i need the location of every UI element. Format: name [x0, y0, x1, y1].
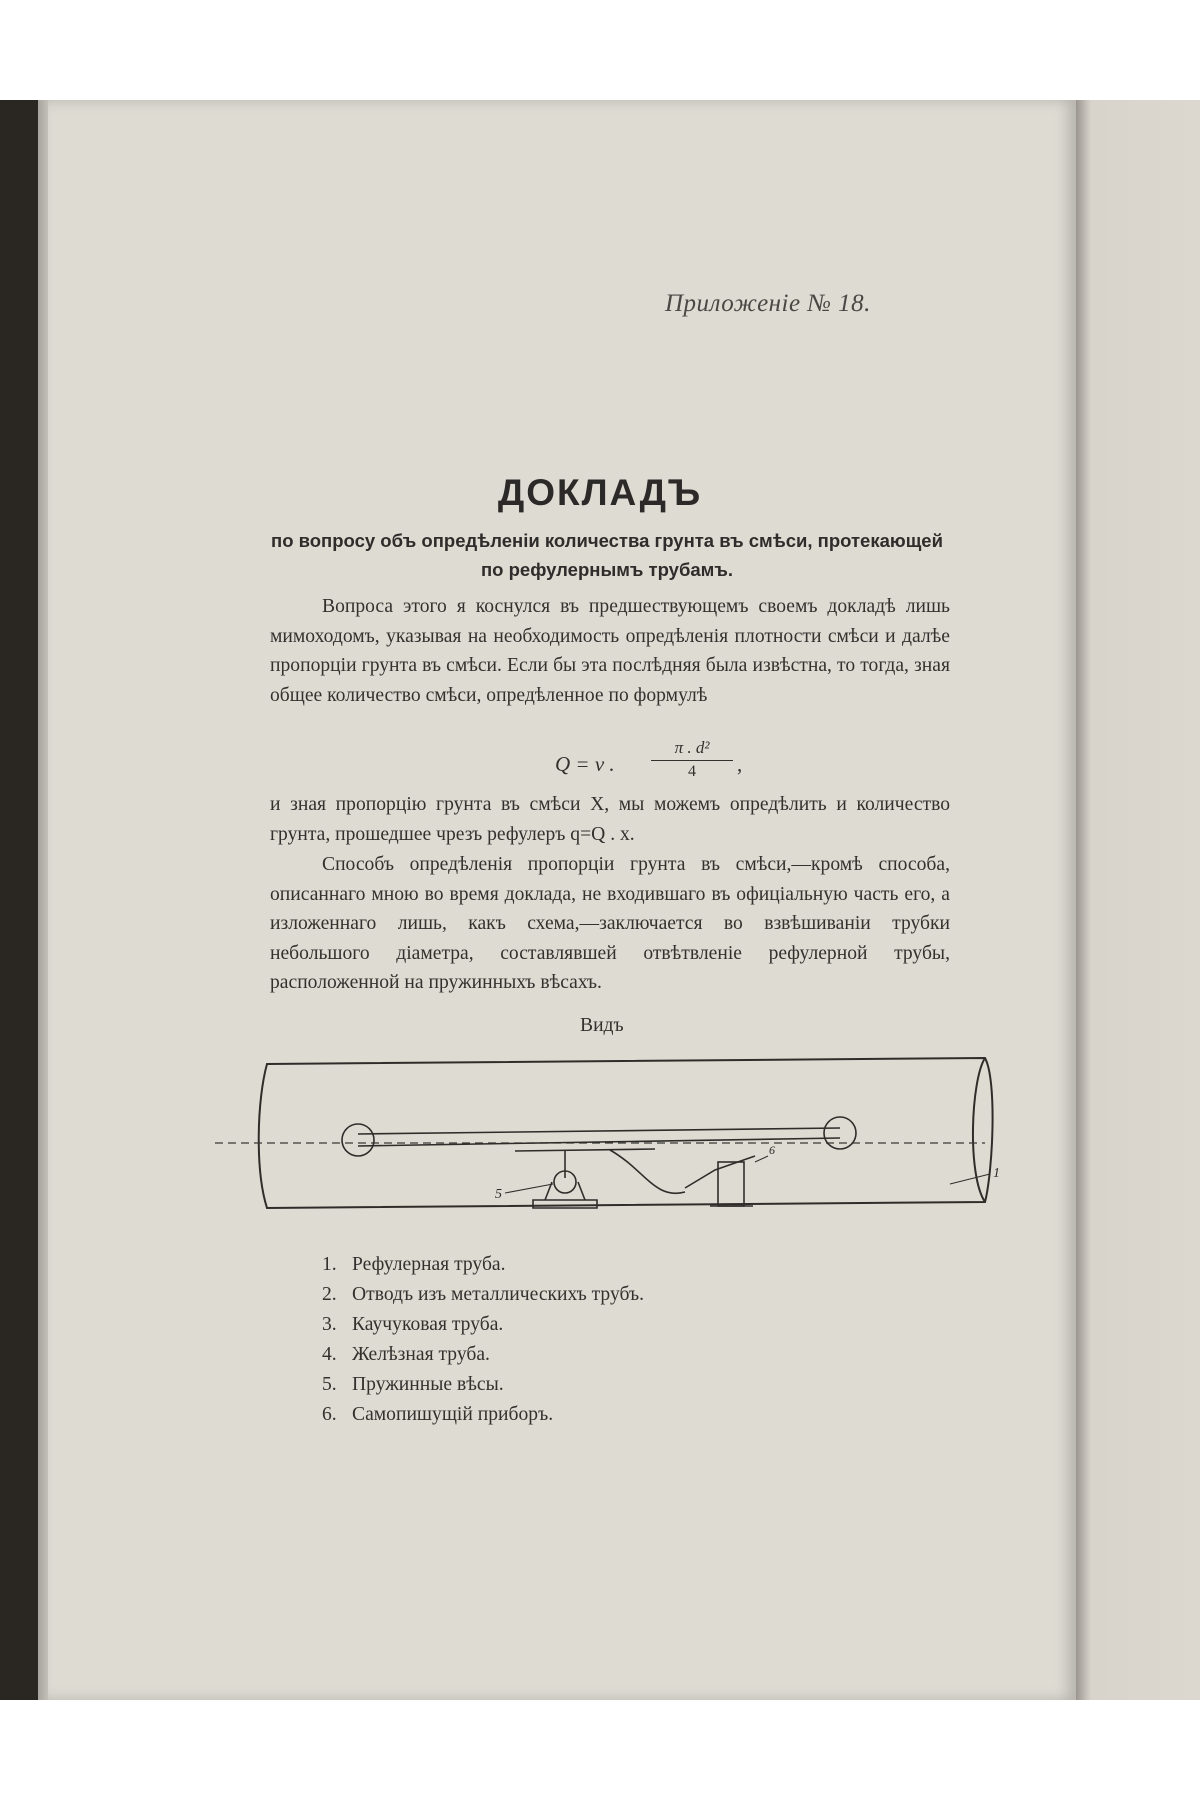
recorder-drum [718, 1162, 744, 1206]
legend-num: 5. [322, 1374, 337, 1395]
pipe-end-section [973, 1058, 985, 1202]
paragraph-3: Способъ опредѣленiя пропорцiи грунта въ смѣси,—кромѣ способа, описаннаго мною во время доклада, не входившаго въ офицiальную часть его, а изложеннаго лишь, какъ схема,—заключается во взвѣшиванiи трубки небольшого дiаметра, составлявшей отвѣтвленiе рефулерной трубы, расположенной на пружинныхъ вѣсахъ. [270, 854, 950, 993]
legend-num: 4. [322, 1344, 337, 1365]
legend-text: Отводъ изъ металлическихъ трубъ. [352, 1284, 645, 1305]
report-subtitle: по вопросу объ опредѣленiи количества грунта въ смѣси, протекающей по рефулернымъ трубамъ. [271, 530, 943, 580]
leader-5 [505, 1184, 553, 1193]
legend-item [322, 1280, 644, 1310]
legend-text: Желѣзная труба. [352, 1344, 490, 1365]
label-6: 6 [769, 1143, 775, 1157]
paragraph-1: Вопроса этого я коснулся въ предшествующемъ своемъ докладѣ лишь мимоходомъ, указывая на необходимость опредѣленiя плотности смѣси и далѣе пропорцiи грунта въ смѣси. Если бы эта послѣдняя была извѣстна, то тогда, зная общее количество смѣси, опредѣленное по формулѣ [270, 596, 950, 706]
legend-item [322, 1250, 644, 1280]
legend-num: 3. [322, 1314, 337, 1335]
paragraph-2: и зная пропорцiю грунта въ смѣси X, мы можемъ опредѣлить и количество грунта, прошедшее чрезъ рефулеръ q=Q . x. [270, 794, 950, 845]
legend-text: Пружинные вѣсы. [352, 1374, 504, 1395]
legend-item [322, 1370, 644, 1400]
scale-base [533, 1200, 597, 1208]
formula-numerator: π . d² [674, 738, 710, 757]
leader-6 [755, 1156, 768, 1162]
legend-num: 2. [322, 1284, 337, 1305]
right-connector [824, 1117, 856, 1149]
scale-beam [515, 1149, 655, 1151]
branch-pipe-top [358, 1128, 840, 1134]
branch-pipe-bottom [358, 1138, 840, 1146]
legend-list [322, 1250, 644, 1430]
annex-label: Приложенiе № 18. [665, 290, 871, 317]
legend-num: 1. [322, 1254, 337, 1275]
leader-1 [950, 1174, 990, 1184]
report-title: ДОКЛАДЪ [497, 472, 703, 513]
flow-formula [555, 738, 743, 788]
legend-text: Рефулерная труба. [352, 1254, 506, 1275]
legend-item [322, 1310, 644, 1340]
view-label: Видъ [580, 1015, 624, 1036]
left-connector [342, 1124, 374, 1156]
legend-text: Каучуковая труба. [352, 1314, 504, 1335]
label-1: 1 [993, 1166, 1000, 1181]
legend-text: Самопишущiй приборъ. [352, 1404, 554, 1425]
formula-fraction [651, 738, 733, 781]
pipe-outline [259, 1058, 993, 1208]
legend-item [322, 1400, 644, 1430]
formula-comma: , [737, 752, 743, 776]
legend-item [322, 1340, 644, 1370]
rubber-hose [610, 1150, 685, 1193]
formula-lhs: Q = v . [555, 752, 615, 776]
label-5: 5 [495, 1187, 502, 1202]
formula-denominator: 4 [688, 763, 696, 780]
fraction-bar [651, 760, 733, 761]
adjacent-page [1076, 100, 1200, 1700]
legend-num: 6. [322, 1404, 337, 1425]
apparatus-diagram [215, 1050, 1000, 1230]
